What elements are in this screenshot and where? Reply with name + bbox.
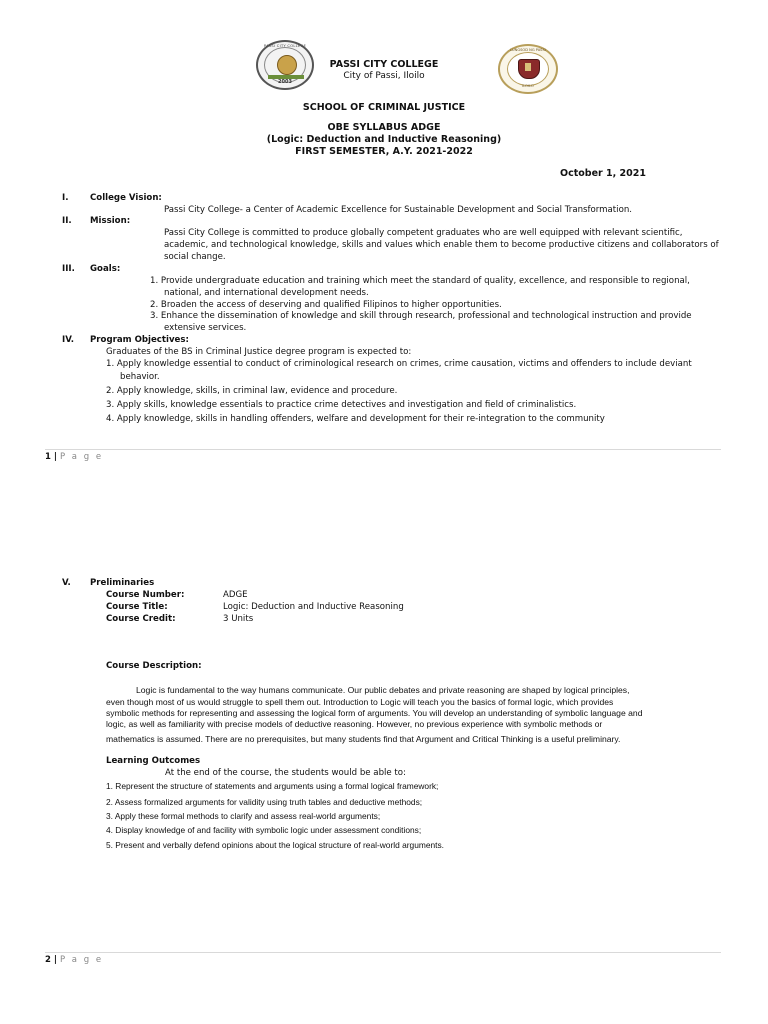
goal-2: 2. Broaden the access of deserving and qualified Filipinos to higher opportunities.: [150, 300, 502, 310]
preliminaries-title: Preliminaries: [90, 578, 155, 588]
learning-outcomes-intro: At the end of the course, the students would be able to:: [165, 768, 406, 778]
syllabus-title: OBE SYLLABUS ADGE: [327, 122, 441, 133]
course-credit-label: Course Credit:: [106, 614, 176, 624]
goal-1-line1: 1. Provide undergraduate education and training which meet the standard of quality, excellence, and responsible to regional,: [150, 276, 690, 286]
mission-title: Mission:: [90, 216, 131, 226]
learning-outcome-2: 2. Assess formalized arguments for validity using truth tables and deductive methods;: [106, 797, 423, 807]
city-seal-text: LUNGSOD NG PASSI: [510, 48, 546, 52]
course-title-label: Course Title:: [106, 602, 168, 612]
college-name: PASSI CITY COLLEGE: [329, 59, 439, 70]
course-description-line4: logic, as well as familiarity with precise models of deductive reasoning. However, no previous experience with symbolic methods or: [106, 719, 603, 729]
goal-3-line2: extensive services.: [164, 323, 247, 333]
college-seal-logo: [256, 40, 314, 90]
goals-number: III.: [62, 264, 75, 274]
college-address: City of Passi, Iloilo: [343, 71, 425, 81]
objective-4: 4. Apply knowledge, skills in handling offenders, welfare and development for their re-integration to the community: [106, 414, 605, 424]
objective-1-line1: 1. Apply knowledge essential to conduct of criminological research on crimes, crime causation, victims and offenders to include deviant: [106, 359, 692, 369]
course-subtitle: (Logic: Deduction and Inductive Reasoning): [266, 134, 502, 145]
course-description-heading: Course Description:: [106, 661, 202, 671]
course-credit-value: 3 Units: [223, 614, 254, 624]
objective-2: 2. Apply knowledge, skills, in criminal law, evidence and procedure.: [106, 386, 398, 396]
course-title-value: Logic: Deduction and Inductive Reasoning: [223, 602, 404, 612]
learning-outcome-5: 5. Present and verbally defend opinions about the logical structure of real-world arguments.: [106, 840, 444, 850]
learning-outcome-1: 1. Represent the structure of statements and arguments using a formal logical framework;: [106, 781, 439, 791]
mission-text-line2: academic, and technological knowledge, skills and values which enable them to become productive citizens and collaborators of: [164, 240, 719, 250]
page1-number: 1 |: [45, 452, 57, 462]
vision-text: Passi City College- a Center of Academic Excellence for Sustainable Development and Social Transformation.: [164, 205, 633, 215]
goal-3-line1: 3. Enhance the dissemination of knowledge and skill through research, professional and technological instruction and provide: [150, 311, 692, 321]
document-date: October 1, 2021: [560, 168, 646, 179]
goals-title: Goals:: [90, 264, 121, 274]
mission-number: II.: [62, 216, 72, 226]
learning-outcomes-heading: Learning Outcomes: [106, 756, 201, 766]
objectives-number: IV.: [62, 335, 75, 345]
vision-title: College Vision:: [90, 193, 162, 203]
page2-number: 2 |: [45, 955, 57, 965]
vision-number: I.: [62, 193, 69, 203]
mission-text-line1: Passi City College is committed to produce globally competent graduates who are well equipped with relevant scientific,: [164, 228, 683, 238]
course-description-line3: symbolic methods for representing and assessing the logical form of arguments. You will develop an understanding of symbolic language and: [106, 708, 643, 718]
learning-outcome-4: 4. Display knowledge of and facility with symbolic logic under assessment conditions;: [106, 825, 422, 835]
school-name: SCHOOL OF CRIMINAL JUSTICE: [302, 102, 466, 113]
objective-3: 3. Apply skills, knowledge essentials to practice crime detectives and investigation and field of criminalistics.: [106, 400, 577, 410]
city-seal-logo: [498, 44, 558, 94]
city-seal-bottom: ILOILO: [522, 84, 534, 88]
learning-outcome-3: 3. Apply these formal methods to clarify and assess real-world arguments;: [106, 811, 381, 821]
course-description-line5: mathematics is assumed. There are no prerequisites, but many students find that Argument and Critical Thinking is a useful preliminary.: [106, 734, 621, 744]
page1-label: P a g e: [59, 452, 104, 462]
course-description-line1: Logic is fundamental to the way humans communicate. Our public debates and private reasoning are shaped by logical principles,: [136, 685, 630, 695]
page2-label: P a g e: [59, 955, 104, 965]
course-number-value: ADGE: [223, 590, 248, 600]
page1-footer: [45, 452, 103, 462]
college-seal-year: 2003: [278, 79, 292, 85]
page1-footer-rule: [45, 449, 721, 450]
college-seal-text: PASSI CITY COLLEGE: [263, 44, 307, 48]
course-description-line2: even though most of us would struggle to spell them out. Introduction to Logic will teach you the basics of formal logic, which provides: [106, 697, 614, 707]
mission-text-line3: social change.: [164, 252, 226, 262]
objectives-title: Program Objectives:: [90, 335, 189, 345]
goal-1-line2: national, and international development needs.: [164, 288, 369, 298]
page2-footer-rule: [45, 952, 721, 953]
semester-title: FIRST SEMESTER, A.Y. 2021-2022: [295, 146, 473, 157]
course-number-label: Course Number:: [106, 590, 185, 600]
objectives-intro: Graduates of the BS in Criminal Justice degree program is expected to:: [106, 347, 412, 357]
objective-1-line2: behavior.: [120, 372, 160, 382]
page2-footer: [45, 955, 103, 965]
preliminaries-number: V.: [62, 578, 71, 588]
